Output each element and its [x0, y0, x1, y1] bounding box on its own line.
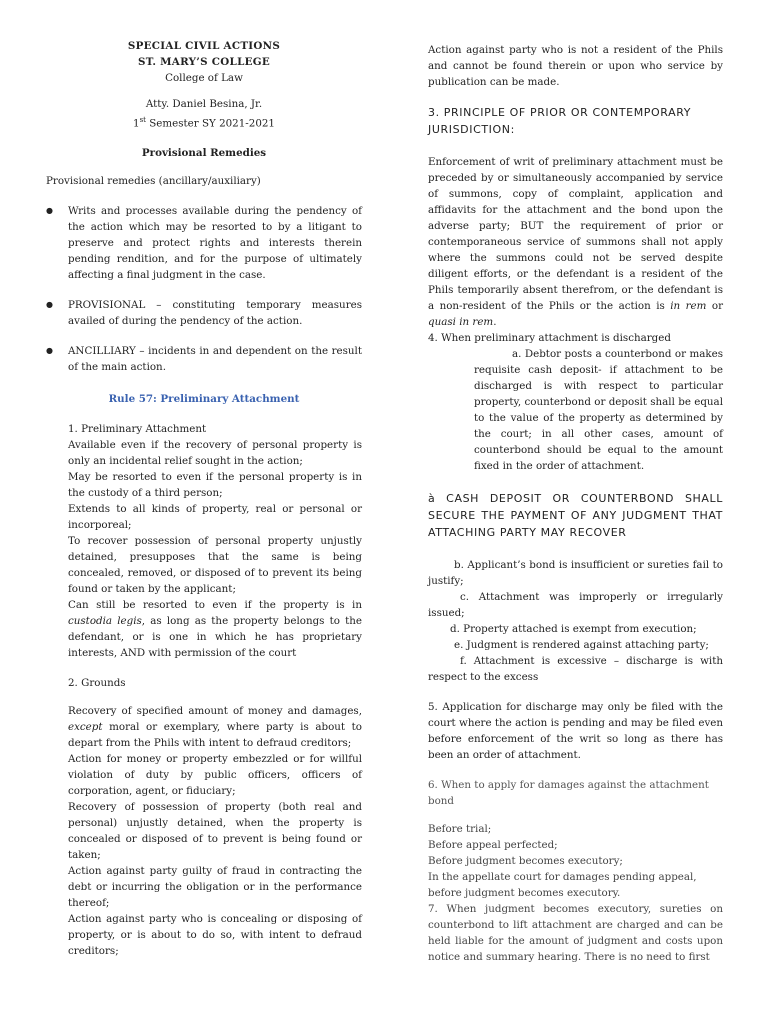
- list-item: To recover possession of personal property unjustly detained, presupposes that the same is being concealed, removed, or disposed of to prevent its being found or taken by the applicant;: [68, 535, 362, 596]
- section-4e: e. Judgment is rendered against attaching party;: [454, 639, 709, 651]
- list-item: Can still be resorted to even if the property is in custodia legis, as long as the property belongs to the defendant, or is one in which he has proprietary interests, AND with permission of the court: [68, 599, 363, 660]
- list-item: Before judgment becomes executory;: [428, 855, 623, 867]
- section-5: 5. Application for discharge may only be filed with the court where the action is pending and may be filed even before enforcement of the writ so long as there has been an order of attachment.: [428, 701, 723, 761]
- section-6-list: [428, 821, 723, 901]
- bullet-item: ● ANCILLIARY – incidents in and dependent on the result of the main action.: [46, 343, 362, 375]
- rule-title: Rule 57: Preliminary Attachment: [108, 393, 300, 406]
- header-title: SPECIAL CIVIL ACTIONS: [127, 40, 281, 52]
- section-4a: a. Debtor posts a counterbond or makes requisite cash deposit- if attachment to be discharged is with respect to particular property, counterbond or deposit shall be equal to the value of the property as determined by the court; in all other cases, amount of counterbond should be equal to the amount fixed in the order of attachment.: [474, 348, 723, 472]
- left-column: [46, 38, 362, 959]
- section-title: Provisional Remedies: [141, 147, 267, 160]
- header-semester: 1st Semester SY 2021-2021: [133, 116, 275, 130]
- list-item: Before appeal perfected;: [428, 839, 558, 851]
- list-item: Action against party guilty of fraud in contracting the debt or incurring the obligation or in the performance thereof;: [68, 865, 362, 910]
- list-item: Extends to all kinds of property, real or personal or incorporeal;: [68, 503, 362, 532]
- document-header: [46, 38, 362, 131]
- list-item: May be resorted to even if the personal property is in the custody of a third person;: [68, 471, 362, 500]
- right-column: [428, 42, 723, 965]
- section-3-title: 3. PRINCIPLE OF PRIOR OR CONTEMPORARY JURISDICTION:: [428, 106, 692, 136]
- grounds-list: [46, 703, 362, 959]
- list-item: Available even if the recovery of personal property is only an incidental relief sought in the action;: [68, 439, 362, 468]
- section-4b: b. Applicant’s bond is insufficient or sureties fail to justify;: [428, 559, 723, 587]
- list-item: In the appellate court for damages pending appeal, before judgment becomes executory.: [428, 871, 697, 899]
- section-7: 7. When judgment becomes executory, sureties on counterbond to lift attachment are charged and can be held liable for the amount of judgment and costs upon notice and summary hearing. There is no need to first: [428, 903, 723, 963]
- list-item: Before trial;: [428, 823, 492, 835]
- list-item: Recovery of possession of property (both real and personal) unjustly detained, when the property is concealed or disposed of to prevent is being found or taken;: [68, 801, 362, 862]
- list-item: Action for money or property embezzled or for willful violation of duty by public officers, officers of corporation, agent, or fiduciary;: [68, 753, 362, 798]
- bullet-item: ● Writs and processes available during the pendency of the action which may be resorted to by a litigant to preserve and protect rights and interests therein pending rendition, and for the purpose of ultimately affecting a final judgment in the case.: [46, 203, 362, 283]
- list-item: Recovery of specified amount of money and damages, except moral or exemplary, where party is about to depart from the Phils with intent to defraud creditors;: [68, 705, 362, 750]
- item1-heading: 1. Preliminary Attachment: [68, 423, 207, 436]
- section-4d: d. Property attached is exempt from execution;: [450, 623, 697, 635]
- item2-heading: 2. Grounds: [68, 677, 126, 690]
- section-6-title: 6. When to apply for damages against the attachment bond: [428, 779, 709, 807]
- header-college: College of Law: [165, 72, 243, 84]
- section-4-title: 4. When preliminary attachment is discharged: [428, 332, 671, 344]
- list-item: Action against party who is concealing or disposing of property, or is about to do so, with intent to defraud creditors;: [68, 913, 362, 958]
- continued-text: Action against party who is not a resident of the Phils and cannot be found therein or upon who service by publication can be made.: [428, 44, 723, 88]
- section-3-text: Enforcement of writ of preliminary attachment must be preceded by or simultaneously accompanied by service of summons, copy of complaint, application and affidavits for the attachment and the bond upon the adverse party; BUT the requirement of prior or contemporaneous service of summons shall not apply where the summons could not be served despite diligent efforts, or the defendant is a resident of the Phils temporarily absent therefrom, or the defendant is a non-resident of the Phils or the action is in rem or quasi in rem.: [428, 156, 723, 328]
- section-4c: c. Attachment was improperly or irregularly issued;: [428, 591, 723, 619]
- bullet-item: ● PROVISIONAL – constituting temporary measures availed of during the pendency of the action.: [46, 297, 362, 329]
- header-author: Atty. Daniel Besina, Jr.: [145, 98, 263, 110]
- header-school: ST. MARY’S COLLEGE: [137, 56, 271, 68]
- caps-note: à CASH DEPOSIT OR COUNTERBOND SHALL SECURE THE PAYMENT OF ANY JUDGMENT THAT ATTACHING PARTY MAY RECOVER: [428, 492, 723, 539]
- section-4f: f. Attachment is excessive – discharge is with respect to the excess: [428, 655, 723, 683]
- item1-list: [46, 437, 362, 661]
- intro-text: Provisional remedies (ancillary/auxiliary): [46, 175, 261, 188]
